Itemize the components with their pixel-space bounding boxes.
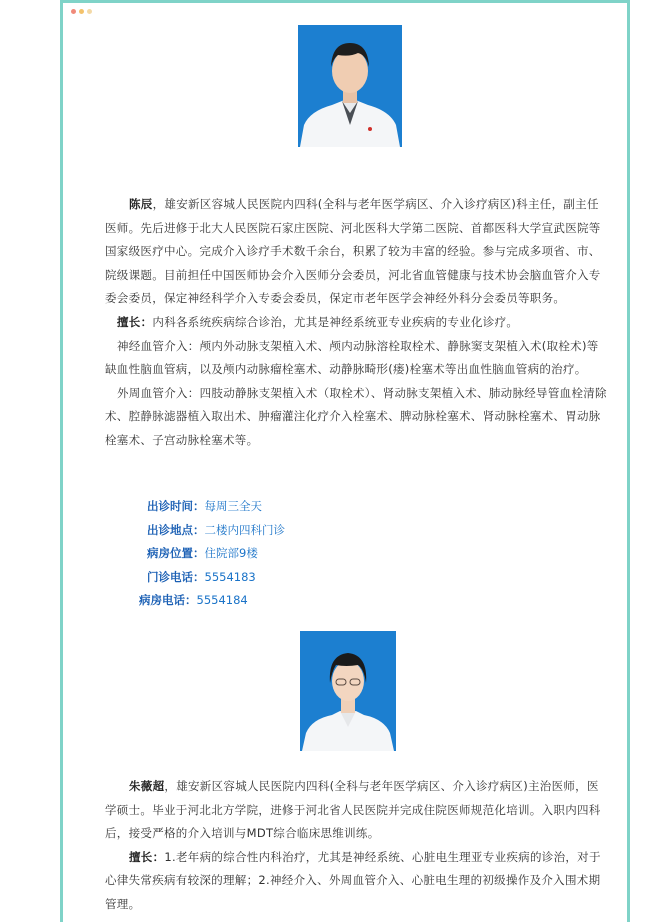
- doctor2-bio: [105, 775, 610, 917]
- doctor2-name: 朱薇超: [129, 779, 165, 793]
- doctor1-neuro: 神经血管介入：颅内外动脉支架植入术、颅内动脉溶栓取栓术、静脉窦支架植入术(取栓术)等缺血性脑血管病，以及颅内动脉瘤栓塞术、动静脉畸形(瘘)栓塞术等出血性脑血管病的治疗。: [105, 338, 599, 377]
- doctor1-specialty: 内科各系统疾病综合诊治，尤其是神经系统亚专业疾病的专业化诊疗。: [152, 314, 519, 329]
- info-label: 出诊地点：: [147, 522, 205, 537]
- article-frame: [60, 0, 630, 922]
- info-label: 出诊时间：: [147, 499, 205, 513]
- doctor1-specialty-label: 擅长：: [117, 314, 153, 329]
- info-value: 住院部9楼: [204, 546, 258, 561]
- doctor1-intro: ，雄安新区容城人民医院内四科(全科与老年医学病区、介入诊疗病区)科主任，副主任医师。先后进修于北大人民医院石家庄医院、河北医科大学第二医院、首都医科大学宣武医院等国家级医疗中心。完成介入诊疗手术数千余台，积累了较为丰富的经验。参与完成多项省、市、院级课题。目前担任中国医师协会介入医师分会委员，河北省血管健康与技术协会脑血管介入专委会委员，保定神经科学介入专委会委员，保定市老年医学会神经外科分会委员等职务。: [105, 197, 601, 306]
- info-row-ward-phone: [139, 589, 285, 613]
- info-value: 二楼内四科门诊: [204, 522, 285, 537]
- doctor2-intro: ，雄安新区容城人民医院内四科(全科与老年医学病区、介入诊疗病区)主治医师，医学硕士。毕业于河北北方学院，进修于河北省人民医院并完成住院医师规范化培训。入职内四科后，接受严格的介入培训与MDT综合临床思维训练。: [105, 779, 601, 841]
- doctor1-info: [139, 495, 285, 613]
- doctor1-name: 陈辰: [129, 197, 153, 211]
- info-row-location: [139, 519, 285, 543]
- doctor2-specialty: 1.老年病的综合性内科治疗，尤其是神经系统、心脏电生理亚专业疾病的诊治，对于心律失常疾病有较深的理解；2.神经介入、外周血管介入、心脏电生理的初级操作及介入围术期管理。: [105, 849, 601, 911]
- dot-icon: [71, 9, 76, 14]
- info-label: 病房位置：: [147, 546, 205, 561]
- info-row-ward: [139, 542, 285, 566]
- info-row-time: [139, 495, 285, 519]
- info-value: 每周三全天: [204, 499, 262, 513]
- doctor1-peripheral: 外周血管介入：四肢动静脉支架植入术（取栓术）、肾动脉支架植入术、肺动脉经导管血栓清除术、腔静脉滤器植入取出术、肿瘤灌注化疗介入栓塞术、脾动脉栓塞术、肾动脉栓塞术、胃动脉栓塞术、子宫动脉栓塞术等。: [105, 385, 607, 447]
- window-dots: [71, 9, 92, 14]
- dot-icon: [79, 9, 84, 14]
- info-row-clinic-phone: [139, 566, 285, 590]
- portrait-icon: [298, 25, 402, 147]
- doctor2-specialty-label: 擅长：: [129, 849, 165, 864]
- doctor1-bio: [105, 193, 610, 453]
- info-label: 病房电话：: [139, 593, 197, 608]
- doctor1-photo: [298, 25, 402, 147]
- info-value: 5554184: [196, 593, 248, 608]
- doctor2-photo: [300, 631, 396, 751]
- info-label: 门诊电话：: [147, 569, 205, 584]
- dot-icon: [87, 9, 92, 14]
- portrait-icon: [300, 631, 396, 751]
- info-value: 5554183: [204, 569, 256, 584]
